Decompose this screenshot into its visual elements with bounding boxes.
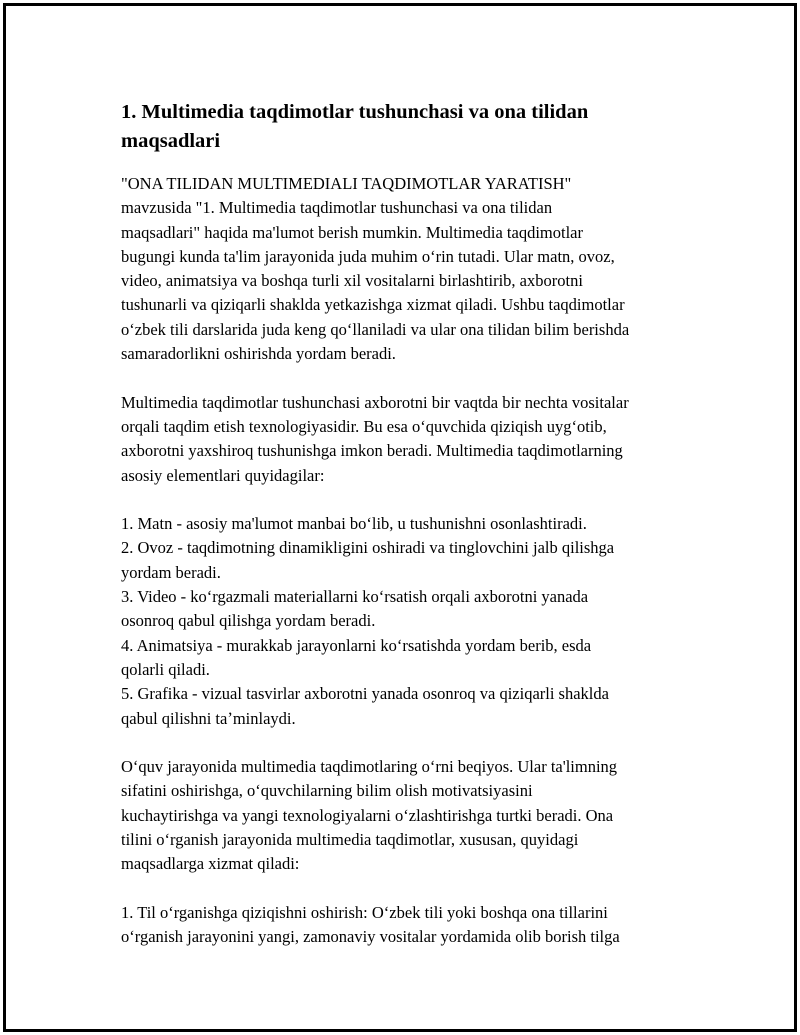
paragraph-role: Oʻquv jarayonida multimedia taqdimotlaring oʻrni beqiyos. Ular ta'limning sifatini oshirishga, oʻquvchilarning bilim olish motivatsiyasini kuchaytirishga va yangi texnologiyalarni oʻzlashtirishga turtki beradi. Ona tilini oʻrganish jarayonida multimedia taqdimotlar, xususan, quyidagi maqsadlarga xizmat qiladi: bbox=[121, 757, 618, 874]
paragraph-gap bbox=[121, 731, 696, 755]
paragraph-intro: "ONA TILIDAN MULTIMEDIALI TAQDIMOTLAR YARATISH" mavzusida "1. Multimedia taqdimotlar tushunchasi va ona tilidan maqsadlari" haqida ma'lumot berish mumkin. Multimedia taqdimotlar bugungi kunda ta'lim jarayonida juda muhim oʻrin tutadi. Ular matn, ovoz, video, animatsiya va boshqa turli xil vositalarni birlashtirib, axborotni tushunarli va qiziqarli shaklda yetkazishga xizmat qiladi. Ushbu taqdimotlar oʻzbek tili darslarida juda keng qoʻllaniladi va ular ona tilidan bilim berishda samaradorlikni oshirishda yordam beradi. bbox=[121, 174, 630, 364]
paragraph-gap bbox=[121, 488, 696, 512]
paragraph-gap bbox=[121, 877, 696, 901]
paragraph-gap bbox=[121, 366, 696, 390]
document-title: 1. Multimedia taqdimotlar tushunchasi va ona tilidan maqsadlari bbox=[121, 101, 589, 152]
paragraph-concept: Multimedia taqdimotlar tushunchasi axborotni bir vaqtda bir nechta vositalar orqali taqdim etish texnologiyasidir. Bu esa oʻquvchida qiziqish uygʻotib, axborotni yaxshiroq tushunishga imkon beradi. Multimedia taqdimotlarning asosiy elementlari quyidagilar: bbox=[121, 392, 629, 485]
elements-list: 1. Matn - asosiy ma'lumot manbai boʻlib, u tushunishni osonlashtiradi. 2. Ovoz - taqdimotning dinamikligini oshiradi va tinglovchini jalb qilishga yordam beradi. 3. Video - koʻrgazmali materiallarni koʻrsatish orqali axborotni yanada osonroq qabul qilishga yordam beradi. 4. Animatsiya - murakkab jarayonlarni koʻrsatishda yordam berib, esda qolarli qiladi. 5. Grafika - vizual tasvirlar axborotni yanada osonroq va qiziqarli shaklda qabul qilishni taʼminlaydi. bbox=[121, 514, 615, 728]
goals-list: 1. Til oʻrganishga qiziqishni oshirish: Oʻzbek tili yoki boshqa ona tillarini oʻrganish jarayonini yangi, zamonaviy vositalar yordamida olib borish tilga bbox=[121, 902, 620, 947]
document-page bbox=[3, 3, 797, 1032]
document-body bbox=[121, 98, 696, 950]
